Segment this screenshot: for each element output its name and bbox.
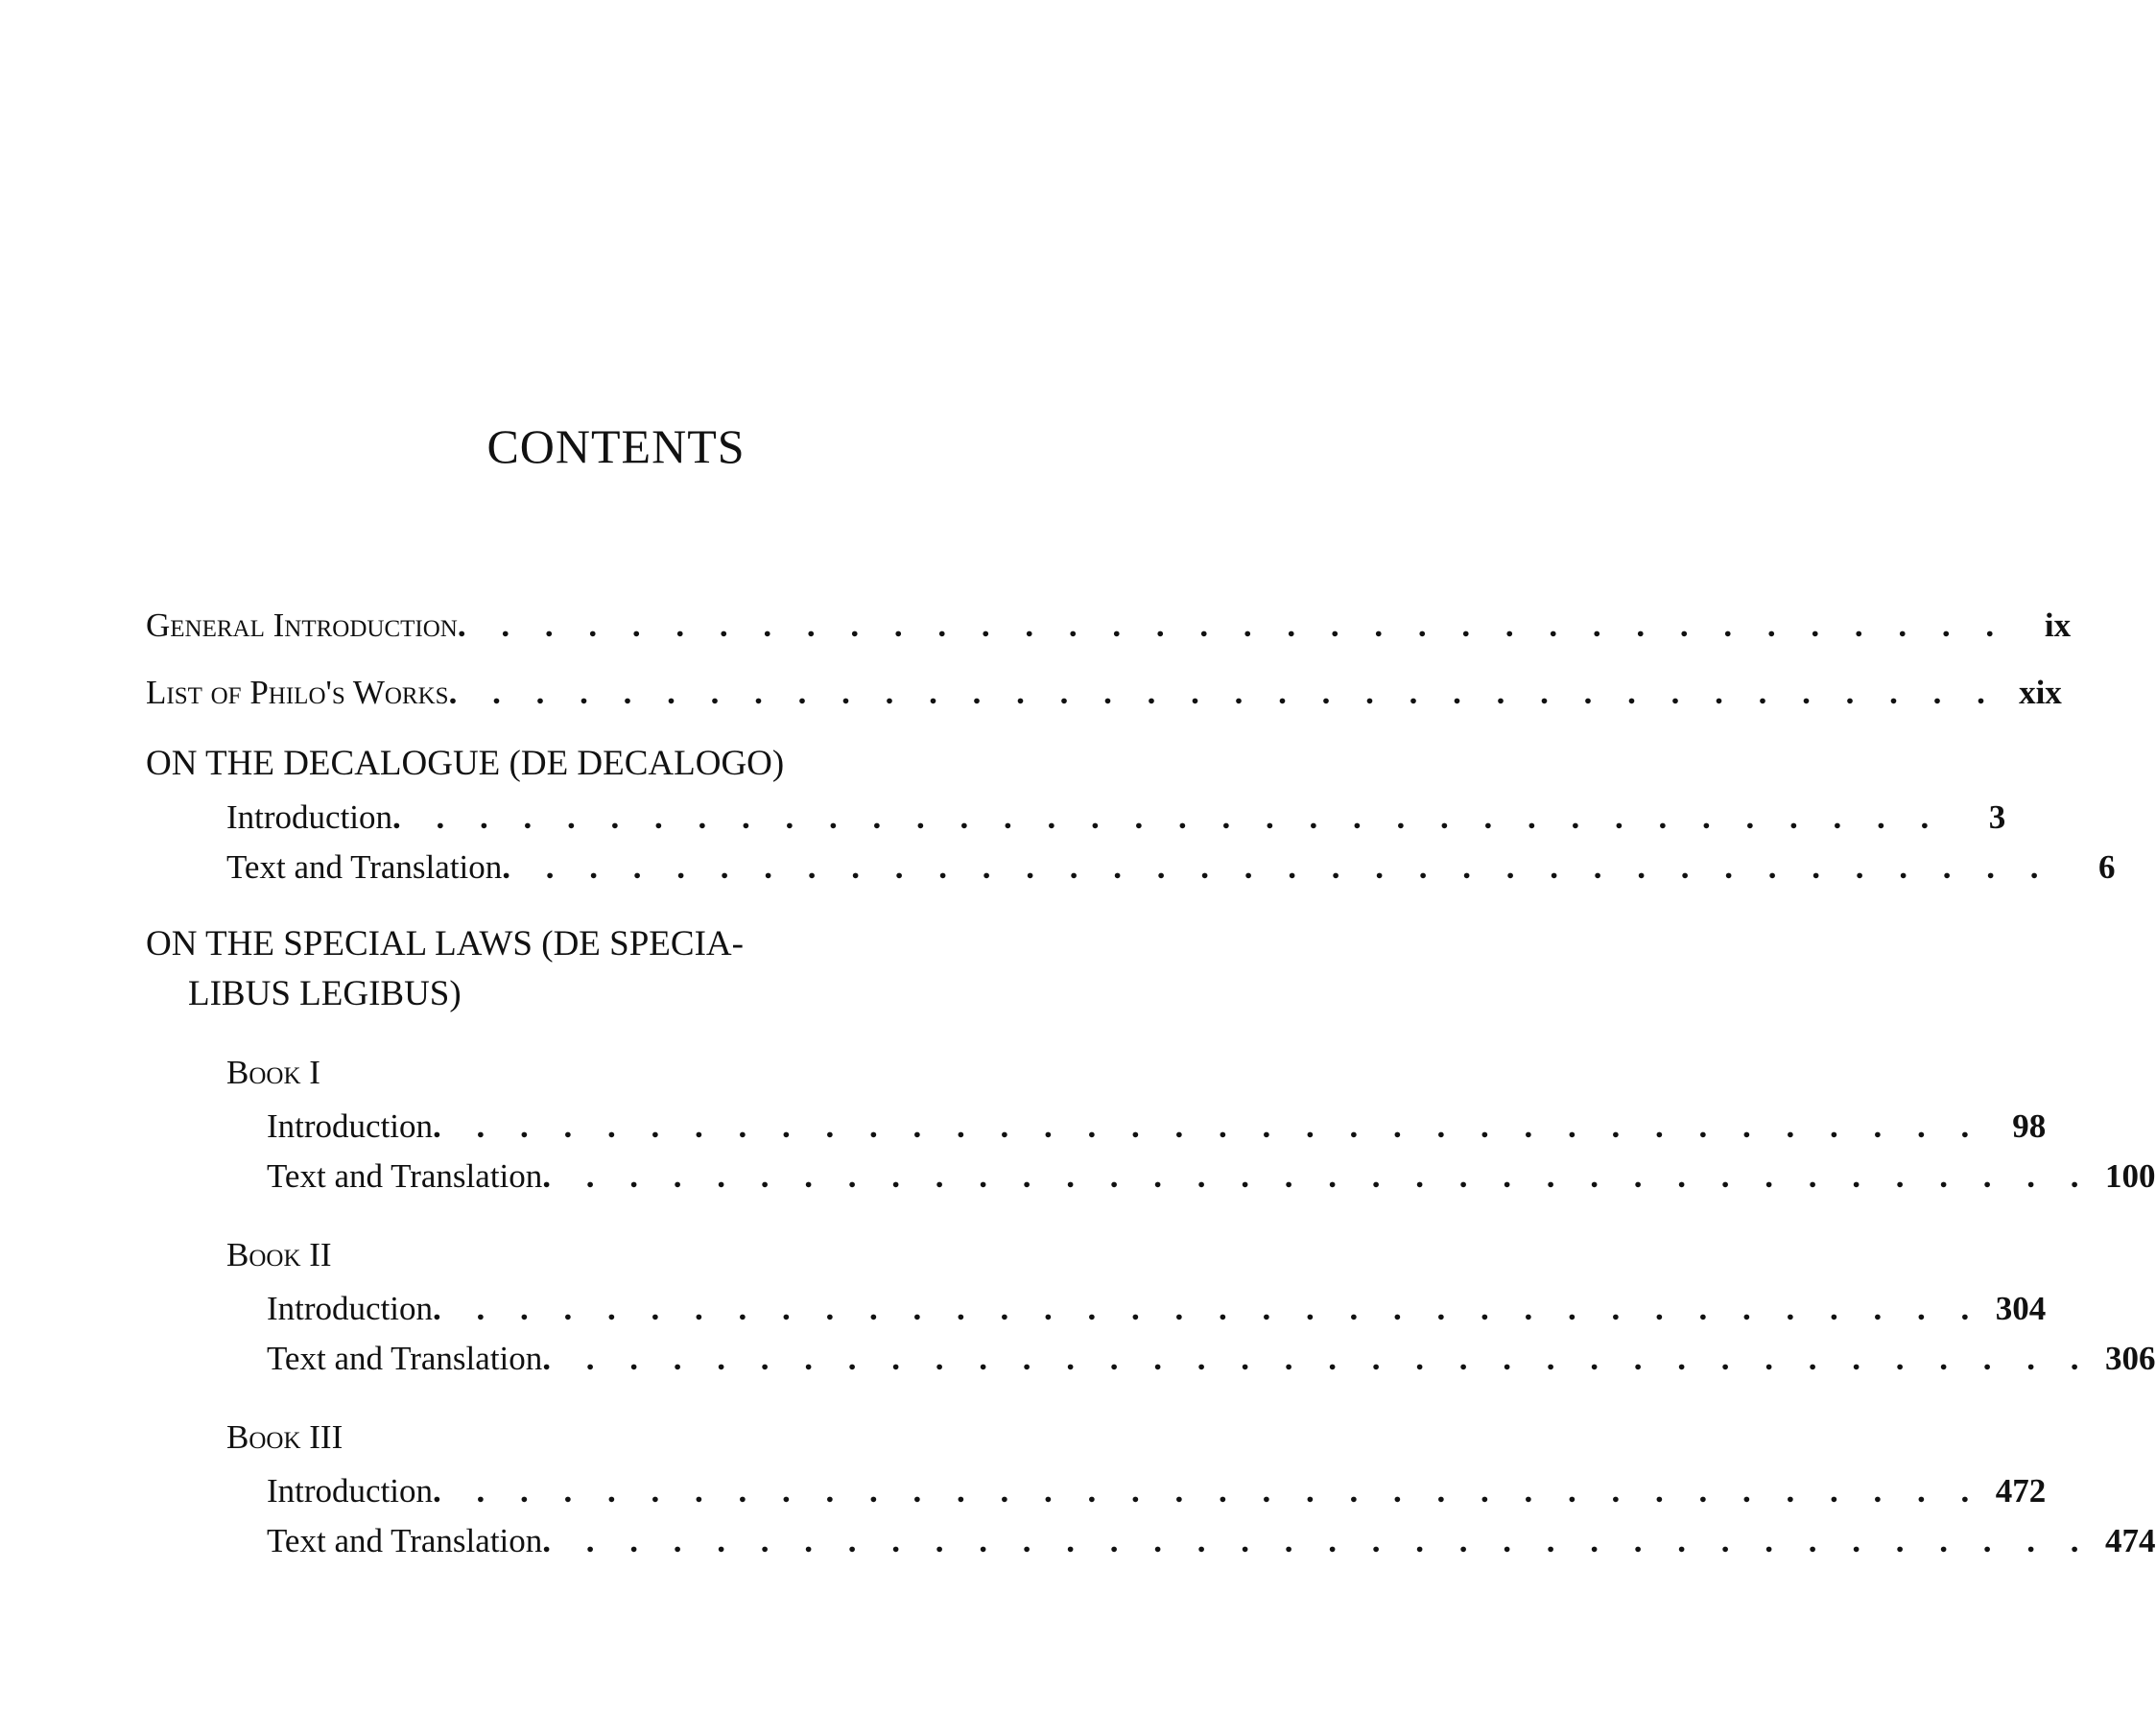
dot-leader: . . . . . . . . . . . . . . . . . . . . . . . . . . . . . . . . . . . .	[542, 1522, 2093, 1559]
toc-entry-label: Introduction	[226, 798, 393, 836]
toc-page-number: 3	[1988, 798, 2006, 836]
dot-leader: . . . . . . . . . . . . . . . . . . . . . . . . . . . . . . . . . . . .	[433, 1107, 1983, 1145]
toc-entry-label: Text and Translation	[267, 1522, 543, 1559]
toc-entry-label: Text and Translation	[267, 1340, 543, 1377]
toc-page-number: 98	[2012, 1107, 2047, 1145]
toc-page-number: ix	[2044, 606, 2072, 644]
toc-entry-book3-text[interactable]	[267, 1520, 2156, 1562]
dot-leader: . . . . . . . . . . . . . . . . . . . . . . . . . . . . . . . . . . . .	[392, 798, 1943, 836]
dot-leader: . . . . . . . . . . . . . . . . . . . . . . . . . . . . . . . . . . . .	[448, 674, 1999, 711]
toc-page-number: 100	[2105, 1157, 2156, 1195]
toc-entry-label: General Introduction	[146, 606, 458, 644]
toc-page-number: 304	[1995, 1290, 2047, 1327]
dot-leader: . . . . . . . . . . . . . . . . . . . . . . . . . . . . . . . . . . . .	[542, 1340, 2093, 1377]
toc-page-number: 474	[2105, 1522, 2156, 1559]
toc-entry-label: Introduction	[267, 1107, 434, 1145]
dot-leader: . . . . . . . . . . . . . . . . . . . . . . . . . . . . . . . . . . . .	[542, 1157, 2093, 1195]
toc-entry-decalogue-introduction[interactable]	[226, 797, 2006, 839]
dot-leader: . . . . . . . . . . . . . . . . . . . . . . . . . . . . . . . . . . . .	[502, 848, 2052, 886]
book-heading-2: Book II	[226, 1236, 332, 1273]
toc-entry-general-introduction[interactable]	[146, 605, 2072, 647]
toc-entry-decalogue-text[interactable]	[226, 846, 2116, 889]
toc-page-number: 6	[2098, 848, 2116, 886]
page-title: CONTENTS	[486, 419, 746, 473]
toc-entry-book2-introduction[interactable]	[267, 1288, 2047, 1330]
toc-entry-book3-introduction[interactable]	[267, 1470, 2047, 1512]
toc-entry-label: Introduction	[267, 1472, 434, 1510]
dot-leader: . . . . . . . . . . . . . . . . . . . . . . . . . . . . . . . . . . . .	[433, 1290, 1983, 1327]
toc-page-number: xix	[2019, 674, 2062, 711]
section-heading-special-laws: ON THE SPECIAL LAWS (DE SPECIA-	[146, 924, 744, 963]
toc-entry-book1-introduction[interactable]	[267, 1106, 2047, 1148]
section-heading-decalogue: ON THE DECALOGUE (DE DECALOGO)	[146, 744, 785, 783]
section-heading-special-laws-continued: LIBUS LEGIBUS)	[188, 974, 462, 1013]
dot-leader: . . . . . . . . . . . . . . . . . . . . . . . . . . . . . . . . . . . .	[433, 1472, 1983, 1510]
toc-page-number: 472	[1995, 1472, 2047, 1510]
toc-entry-label: List of Philo's Works	[146, 674, 449, 711]
toc-entry-book2-text[interactable]	[267, 1338, 2156, 1380]
toc-entry-label: Text and Translation	[267, 1157, 543, 1195]
toc-entry-book1-text[interactable]	[267, 1155, 2156, 1198]
toc-page-number: 306	[2105, 1340, 2156, 1377]
book-heading-1: Book I	[226, 1054, 320, 1091]
toc-entry-list-of-works[interactable]	[146, 672, 2062, 714]
book-heading-3: Book III	[226, 1418, 344, 1456]
dot-leader: . . . . . . . . . . . . . . . . . . . . . . . . . . . . . . . . . . . .	[457, 606, 2008, 644]
toc-entry-label: Text and Translation	[226, 848, 503, 886]
toc-entry-label: Introduction	[267, 1290, 434, 1327]
